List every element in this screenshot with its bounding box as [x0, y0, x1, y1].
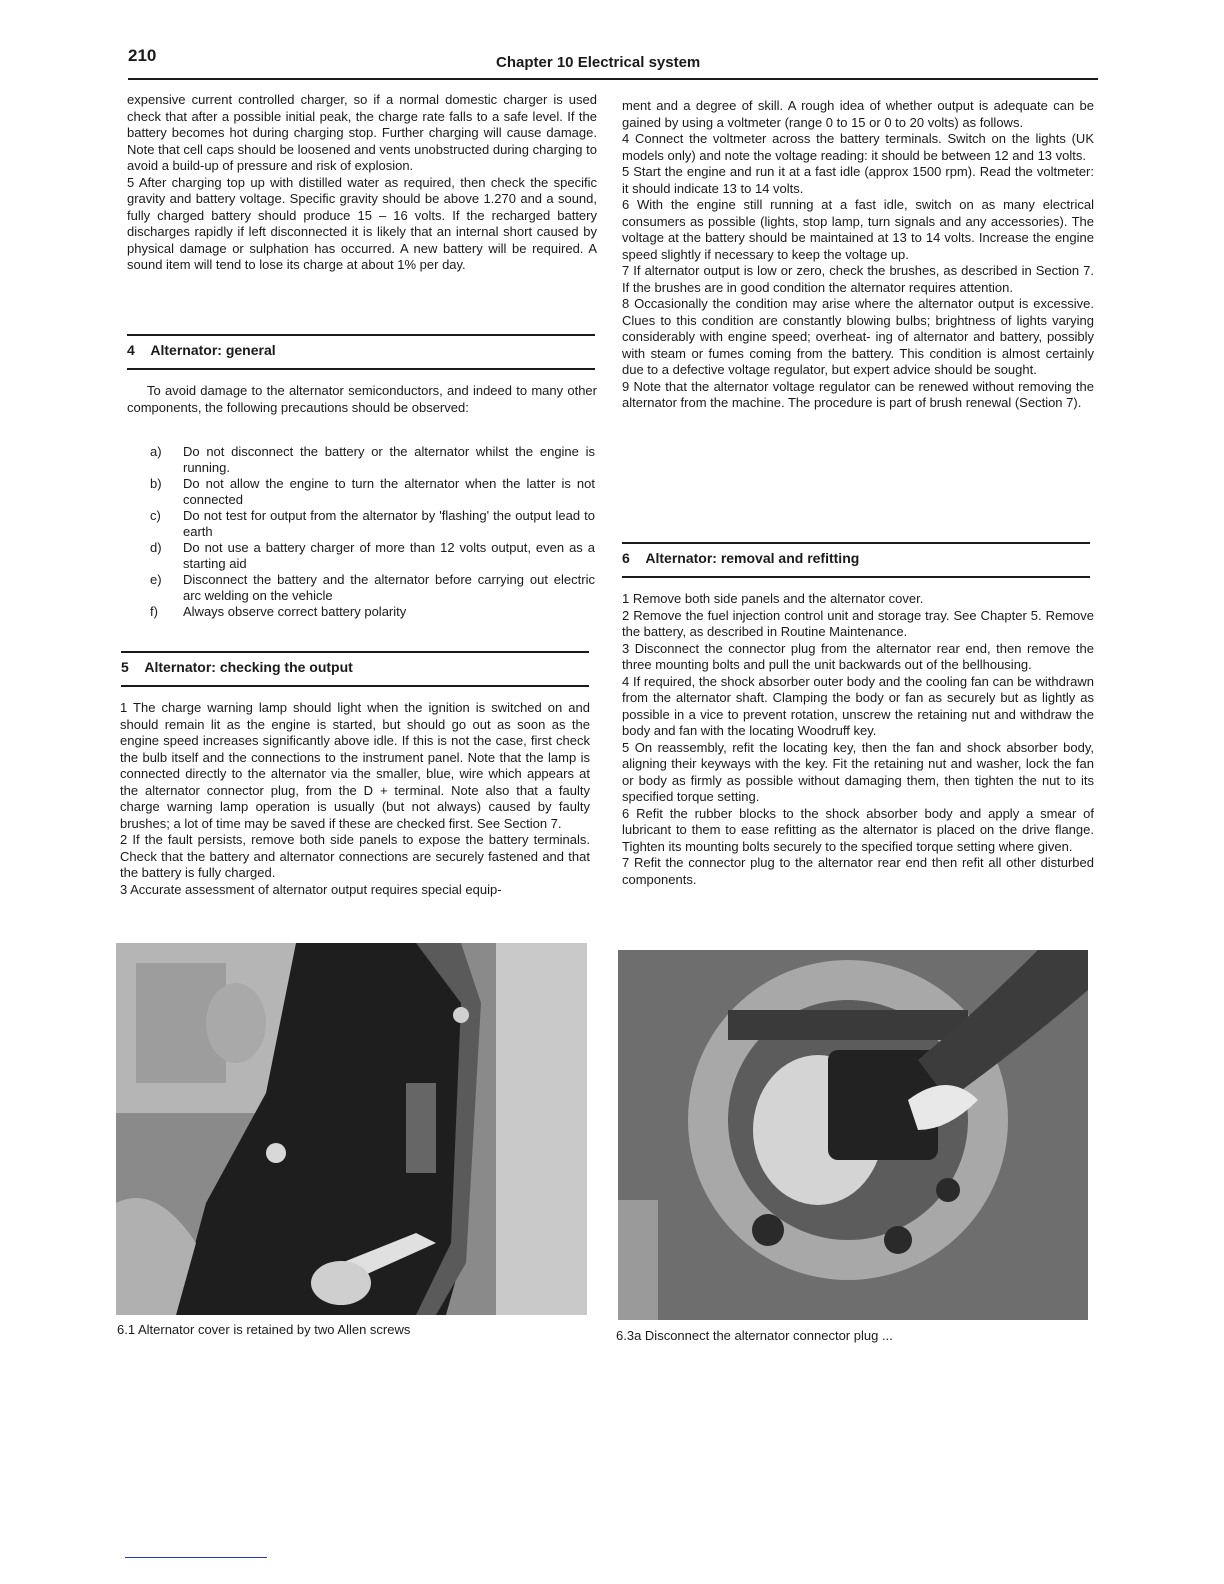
paragraph: 5 Start the engine and run it at a fast idle (approx 1500 rpm). Read the voltmeter: it should indicate 13 to 14 volts. [622, 164, 1094, 196]
page-number: 210 [128, 46, 157, 65]
paragraph: 3 Disconnect the connector plug from the alternator rear end, then remove the three mounting bolts and pull the unit backwards out of the bellhousing. [622, 640, 1094, 672]
section-5-heading [121, 651, 589, 687]
list-marker: e) [150, 572, 162, 587]
footer-line [125, 1557, 267, 1558]
paragraph: 1 Remove both side panels and the alternator cover. [622, 591, 924, 606]
list-text: Do not disconnect the battery or the alternator whilst the engine is running. [183, 444, 595, 475]
paragraph: 8 Occasionally the condition may arise where the alternator output is excessive. Clues to this condition are constantly blowing bulbs; brightness of lights varying considerably with engine speed; overheat- ing of alternator and battery, possibly with steam or fumes coming from the battery. This condition is almost certainly due to a defective voltage regulator, but expert advice should be sought. [622, 296, 1094, 377]
paragraph: 6 Refit the rubber blocks to the shock absorber body and apply a smear of lubricant to them to ease refitting as the alternator is placed on the drive flange. Tighten its mounting bolts securely to the specified torque setting where given. [622, 805, 1094, 854]
section-number: 6 [622, 550, 630, 566]
list-text: Do not use a battery charger of more than 12 volts output, even as a starting aid [183, 540, 595, 571]
list-marker: f) [150, 604, 158, 619]
right-photo-caption: 6.3a Disconnect the alternator connector plug ... [616, 1328, 893, 1343]
list-item [150, 572, 595, 603]
paragraph: 5 On reassembly, refit the locating key, then the fan and shock absorber body, aligning their keyways with the key. Fit the retaining nut and washer, lock the fan or body as firmly as possible without damaging them, then tighten the nut to its specified torque setting. [622, 739, 1094, 804]
section-4-heading [127, 334, 595, 370]
list-marker: c) [150, 508, 161, 523]
section-number: 5 [121, 659, 129, 675]
paragraph: ment and a degree of skill. A rough idea of whether output is adequate can be gained by using a voltmeter (range 0 to 15 or 0 to 20 volts) as follows. [622, 98, 1094, 130]
list-text: Do not test for output from the alternator by 'flashing' the output lead to earth [183, 508, 595, 539]
paragraph: 7 Refit the connector plug to the alternator rear end then refit all other disturbed components. [622, 855, 1094, 887]
paragraph: 2 If the fault persists, remove both side panels to expose the battery terminals. Check that the battery and alternator connections are securely fastened and that the battery is fully charged. [120, 832, 590, 880]
list-text: Disconnect the battery and the alternator before carrying out electric arc welding on the vehicle [183, 572, 595, 603]
list-text: Do not allow the engine to turn the alternator when the latter is not connected [183, 476, 595, 507]
paragraph: 1 The charge warning lamp should light when the ignition is switched on and should remain lit as the engine is started, but should go out as soon as the engine speed increases significantly above idle. If this is not the case, first check the bulb itself and the connections to the instrument panel. Note that the lamp is connected directly to the alternator via the smaller, blue, wire which appears at the alternator connector plug, from the D + terminal. Note also that a faulty charge warning lamp operation is usually (but not always) caused by faulty brushes; a lot of time may be saved if these are checked first. See Section 7. [120, 700, 590, 831]
section-number: 4 [127, 342, 135, 358]
right-column-intro [622, 98, 1094, 412]
alternator-cover-photo [116, 943, 587, 1315]
section-title: Alternator: removal and refitting [645, 550, 860, 566]
section-5-body [120, 700, 590, 898]
list-marker: d) [150, 540, 162, 555]
section-6-body [622, 591, 1094, 888]
precautions-list [150, 444, 595, 621]
paragraph: 5 After charging top up with distilled water as required, then check the specific gravity and battery voltage. Specific gravity should be above 1.270 and a sound, fully charged battery should produce 15 – 16 volts. If the recharged battery discharges rapidly if left disconnected it is likely that an internal short caused by physical damage or sulphation has occurred. A new battery will be required. A sound item will tend to lose its charge at about 1% per day. [127, 174, 597, 272]
list-item [150, 476, 595, 507]
connector-plug-photo [618, 950, 1088, 1320]
paragraph: To avoid damage to the alternator semiconductors, and indeed to many other components, the following precautions should be observed: [127, 383, 597, 415]
list-marker: a) [150, 444, 162, 459]
section-6-heading [622, 542, 1090, 578]
paragraph: 7 If alternator output is low or zero, check the brushes, as described in Section 7. If the brushes are in good condition the alternator requires attention. [622, 263, 1094, 295]
header-divider [128, 78, 1098, 80]
paragraph: 9 Note that the alternator voltage regulator can be renewed without removing the alternator from the machine. The procedure is part of brush renewal (Section 7). [622, 378, 1094, 410]
paragraph: 3 Accurate assessment of alternator output requires special equip- [120, 881, 502, 897]
chapter-title: Chapter 10 Electrical system [496, 54, 701, 71]
paragraph: 2 Remove the fuel injection control unit and storage tray. See Chapter 5. Remove the battery, as described in Routine Maintenance. [622, 607, 1094, 639]
left-photo-caption: 6.1 Alternator cover is retained by two Allen screws [117, 1322, 411, 1337]
list-item [150, 540, 595, 571]
list-item [150, 508, 595, 539]
paragraph: expensive current controlled charger, so if a normal domestic charger is used check that after a possible initial peak, the charge rate falls to a safe level. If the battery becomes hot during charging stop. Further charging will cause damage. Note that cell caps should be loosened and vents unobstructed during charging to avoid a build-up of pressure and risk of explosion. [127, 92, 597, 173]
section-title: Alternator: general [150, 342, 276, 358]
section-title: Alternator: checking the output [144, 659, 353, 675]
left-column-intro [127, 92, 597, 274]
photo-illustration [116, 943, 587, 1315]
list-item [150, 604, 595, 620]
list-text: Always observe correct battery polarity [183, 604, 407, 619]
paragraph: 4 Connect the voltmeter across the battery terminals. Switch on the lights (UK models only) and note the voltage reading: it should be between 12 and 13 volts. [622, 131, 1094, 163]
list-item [150, 444, 595, 475]
section-4-intro [127, 383, 597, 416]
paragraph: 4 If required, the shock absorber outer body and the cooling fan can be withdrawn from the alternator shaft. Clamping the body or fan as securely but as lightly as possible in a vice to prevent rotation, unscrew the retaining nut and withdraw the body and fan with the locating Woodruff key. [622, 673, 1094, 738]
paragraph: 6 With the engine still running at a fast idle, switch on as many electrical consumers as possible (lights, stop lamp, turn signals and any accessories). The voltage at the battery should be maintained at 13 to 14 volts. Increase the engine speed slightly if necessary to keep the voltage up. [622, 197, 1094, 262]
list-marker: b) [150, 476, 162, 491]
photo-illustration [618, 950, 1088, 1320]
